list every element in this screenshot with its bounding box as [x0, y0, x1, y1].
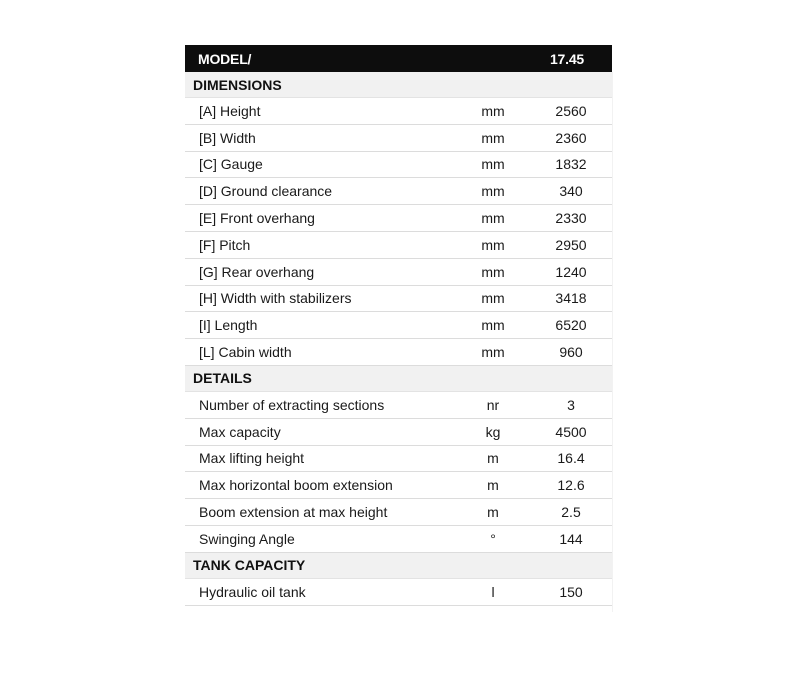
spec-row: [185, 205, 612, 232]
spec-sections: [185, 72, 612, 606]
spec-name: Hydraulic oil tank: [199, 583, 306, 600]
spec-value: 4500: [555, 423, 587, 440]
model-header-row: [185, 45, 612, 72]
spec-name: [I] Length: [199, 317, 258, 334]
spec-row: [185, 446, 612, 473]
model-label: MODEL/: [198, 50, 252, 67]
section-header: TANK CAPACITY: [185, 553, 612, 579]
spec-unit: m: [487, 477, 499, 494]
spec-row: [185, 98, 612, 125]
spec-name: [G] Rear overhang: [199, 263, 315, 280]
spec-row: [185, 579, 612, 606]
spec-row: [185, 125, 612, 152]
spec-value: 2950: [555, 236, 587, 253]
spec-unit: m: [487, 450, 499, 467]
spec-unit: mm: [481, 156, 505, 173]
spec-unit: mm: [481, 263, 505, 280]
spec-name: Max lifting height: [199, 450, 305, 467]
spec-value: 2.5: [561, 504, 581, 521]
spec-name: [E] Front overhang: [199, 210, 315, 227]
spec-row: [185, 178, 612, 205]
spec-unit: mm: [481, 344, 505, 361]
spec-row: [185, 152, 612, 179]
spec-unit: l: [491, 583, 495, 600]
section-header: DIMENSIONS: [185, 72, 612, 98]
spec-table: [185, 45, 612, 606]
spec-unit: °: [490, 530, 496, 547]
spec-name: [A] Height: [199, 102, 261, 119]
spec-name: [L] Cabin width: [199, 344, 292, 361]
spec-name: Max capacity: [199, 423, 281, 440]
spec-unit: mm: [481, 236, 505, 253]
spec-row: [185, 526, 612, 553]
spec-name: [B] Width: [199, 129, 256, 146]
spec-name: [H] Width with stabilizers: [199, 290, 352, 307]
spec-value: 340: [559, 183, 583, 200]
spec-value: 2330: [555, 210, 587, 227]
spec-unit: mm: [481, 129, 505, 146]
spec-name: [F] Pitch: [199, 236, 251, 253]
spec-row: [185, 259, 612, 286]
spec-value: 16.4: [557, 450, 585, 467]
spec-row: [185, 339, 612, 366]
spec-unit: nr: [486, 396, 500, 413]
spec-unit: mm: [481, 210, 505, 227]
spec-value: 3: [567, 396, 575, 413]
spec-name: Number of extracting sections: [199, 396, 385, 413]
spec-unit: m: [487, 504, 499, 521]
spec-value: 1240: [555, 263, 587, 280]
model-number: 17.45: [549, 50, 585, 67]
spec-value: 12.6: [557, 477, 585, 494]
spec-name: [C] Gauge: [199, 156, 263, 173]
spec-name: [D] Ground clearance: [199, 183, 333, 200]
spec-value: 144: [559, 530, 583, 547]
spec-row: [185, 232, 612, 259]
spec-value: 6520: [555, 317, 587, 334]
spec-value: 1832: [555, 156, 587, 173]
spec-row: [185, 286, 612, 313]
spec-row: [185, 472, 612, 499]
spec-unit: kg: [485, 423, 501, 440]
spec-name: Swinging Angle: [199, 530, 295, 547]
spec-value: 150: [559, 583, 583, 600]
spec-value: 2560: [555, 102, 587, 119]
spec-unit: mm: [481, 102, 505, 119]
section-header: DETAILS: [185, 366, 612, 392]
spec-name: Max horizontal boom extension: [199, 477, 393, 494]
spec-row: [185, 392, 612, 419]
table-edge-rule: [612, 72, 613, 612]
spec-row: [185, 312, 612, 339]
spec-value: 3418: [555, 290, 587, 307]
spec-value: 960: [559, 344, 583, 361]
spec-unit: mm: [481, 317, 505, 334]
spec-row: [185, 499, 612, 526]
spec-value: 2360: [555, 129, 587, 146]
spec-unit: mm: [481, 290, 505, 307]
spec-unit: mm: [481, 183, 505, 200]
spec-row: [185, 419, 612, 446]
spec-name: Boom extension at max height: [199, 504, 388, 521]
